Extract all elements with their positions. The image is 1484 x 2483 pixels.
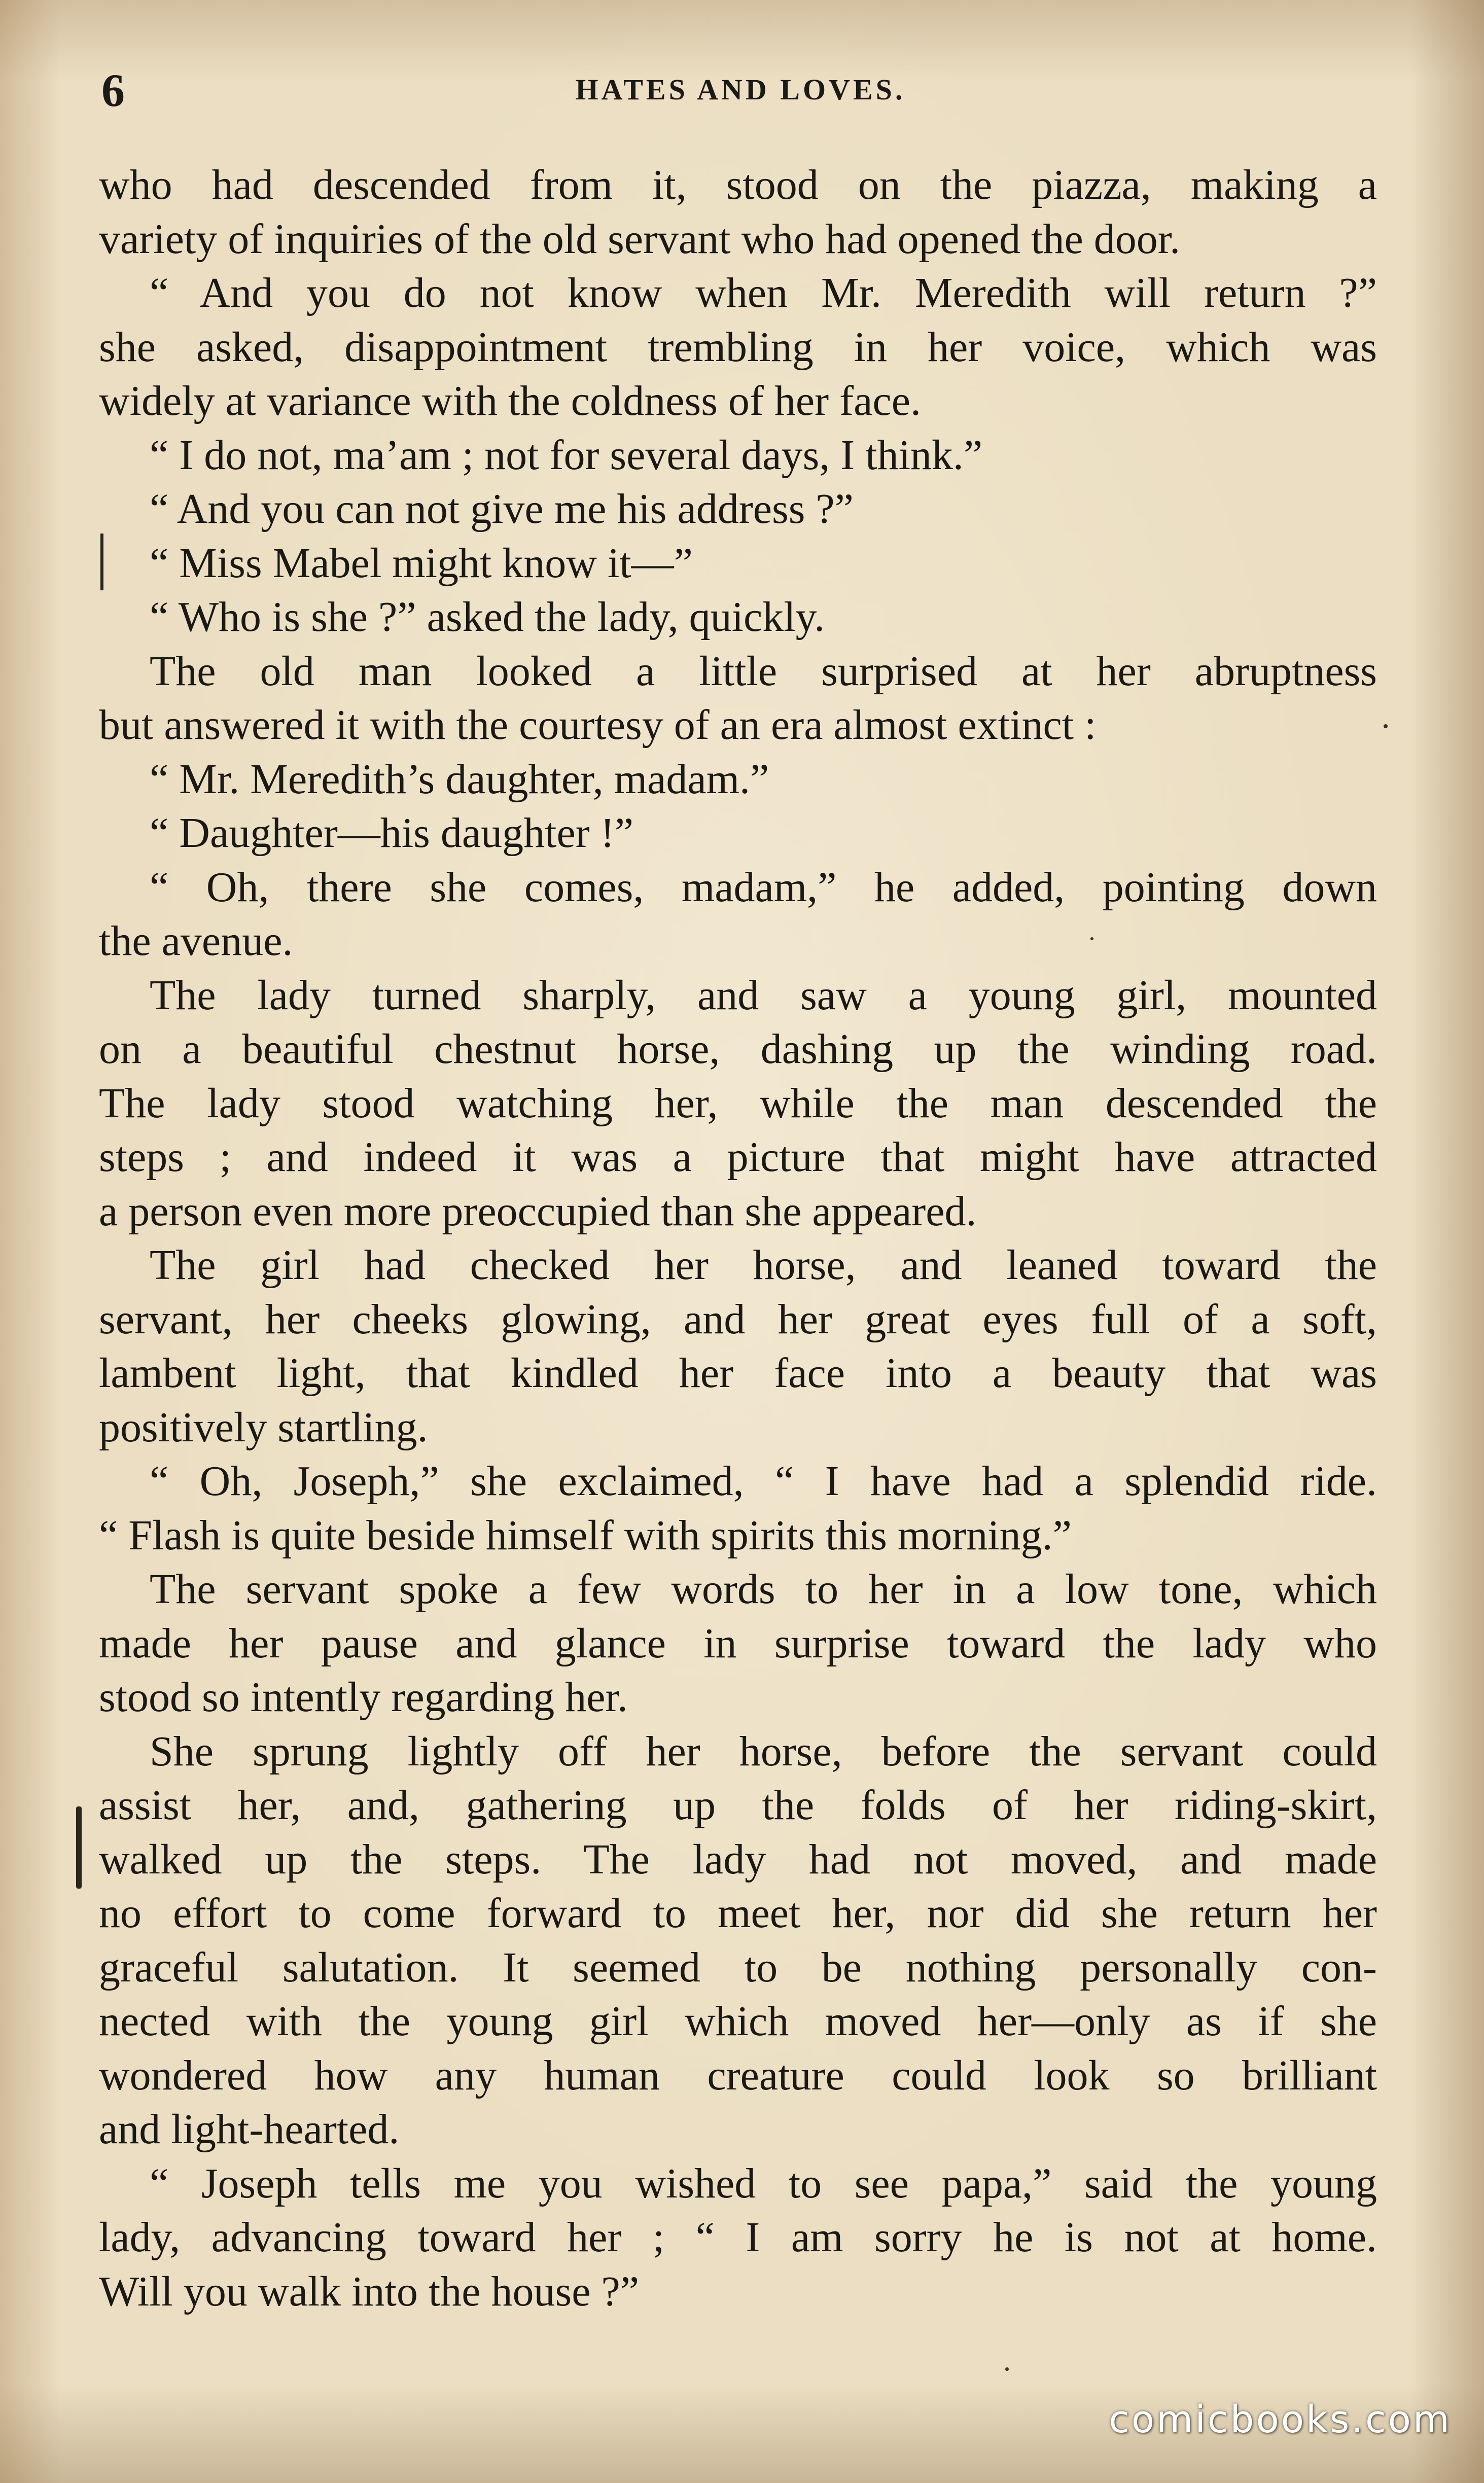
text-line: she asked, disappointment trembling in her voice, which was [99,323,1377,371]
text-line: The girl had checked her horse, and leaned toward the [150,1242,1377,1289]
paper-speck [1384,724,1388,728]
text-line: widely at variance with the coldness of her face. [99,377,921,424]
body-text [99,158,1377,2319]
text-line: lambent light, that kindled her face into a beauty that was [99,1350,1377,1397]
text-line: “ Flash is quite beside himself with spirits this morning.” [99,1511,1072,1559]
text-line: walked up the steps. The lady had not moved, and made [99,1835,1377,1883]
text-line: “ Joseph tells me you wished to see papa,” said the young [150,2159,1377,2207]
text-line: She sprung lightly off her horse, before the servant could [150,1727,1377,1775]
text-line: made her pause and glance in surprise toward the lady who [99,1619,1377,1667]
text-line: “ I do not, ma’am ; not for several days, I think.” [150,431,983,479]
text-line: assist her, and, gathering up the folds of her riding-skirt, [99,1782,1377,1829]
text-line: on a beautiful chestnut horse, dashing up the winding road. [99,1025,1377,1073]
text-line: nected with the young girl which moved her—only as if she [99,1998,1377,2045]
text-line: “ And you do not know when Mr. Meredith will return ?” [150,269,1377,316]
text-line: graceful salutation. It seemed to be nothing personally con- [99,1943,1377,1991]
text-line: variety of inquiries of the old servant who had opened the door. [99,215,1181,263]
page-header [101,63,1380,116]
margin-mark [76,1806,82,1889]
text-line: a person even more preoccupied than she appeared. [99,1187,977,1235]
text-line: but answered it with the courtesy of an era almost extinct : [99,701,1097,749]
text-line: and light-hearted. [99,2106,400,2153]
text-line: lady, advancing toward her ; “ I am sorry he is not at home. [99,2214,1377,2261]
text-line: “ And you can not give me his address ?” [150,485,854,533]
text-line: “ Oh, Joseph,” she exclaimed, “ I have had a splendid ride. [150,1458,1377,1505]
text-line: “ Who is she ?” asked the lady, quickly. [150,593,825,641]
text-line: Will you walk into the house ?” [99,2267,640,2315]
text-line: no effort to come forward to meet her, nor did she return her [99,1890,1377,1937]
text-line: “ Mr. Meredith’s daughter, madam.” [150,755,769,803]
text-line: “ Oh, there she comes, madam,” he added, pointing down [150,863,1377,911]
text-line: The lady turned sharply, and saw a young girl, mounted [150,971,1377,1019]
text-line: positively startling. [99,1403,428,1451]
running-head: HATES AND LOVES. [575,73,906,106]
text-line: the avenue. [99,917,293,965]
paper-speck [1090,937,1093,940]
text-line: “ Miss Mabel might know it—” [150,539,693,587]
text-line: The old man looked a little surprised at her abruptness [150,647,1377,695]
watermark: comicbooks.com [1109,2398,1452,2441]
text-line: servant, her cheeks glowing, and her great eyes full of a soft, [99,1295,1377,1343]
text-line: wondered how any human creature could look so brilliant [99,2051,1377,2099]
text-line: who had descended from it, stood on the piazza, making a [99,161,1377,208]
margin-mark [100,534,103,590]
text-line: The servant spoke a few words to her in a low tone, which [150,1566,1377,1613]
paper-speck [1005,2367,1009,2371]
text-line: stood so intently regarding her. [99,1674,628,1721]
page-number: 6 [101,64,125,116]
text-line: “ Daughter—his daughter !” [150,809,633,857]
text-line: The lady stood watching her, while the man descended the [99,1079,1377,1127]
text-line: steps ; and indeed it was a picture that might have attracted [99,1133,1377,1181]
